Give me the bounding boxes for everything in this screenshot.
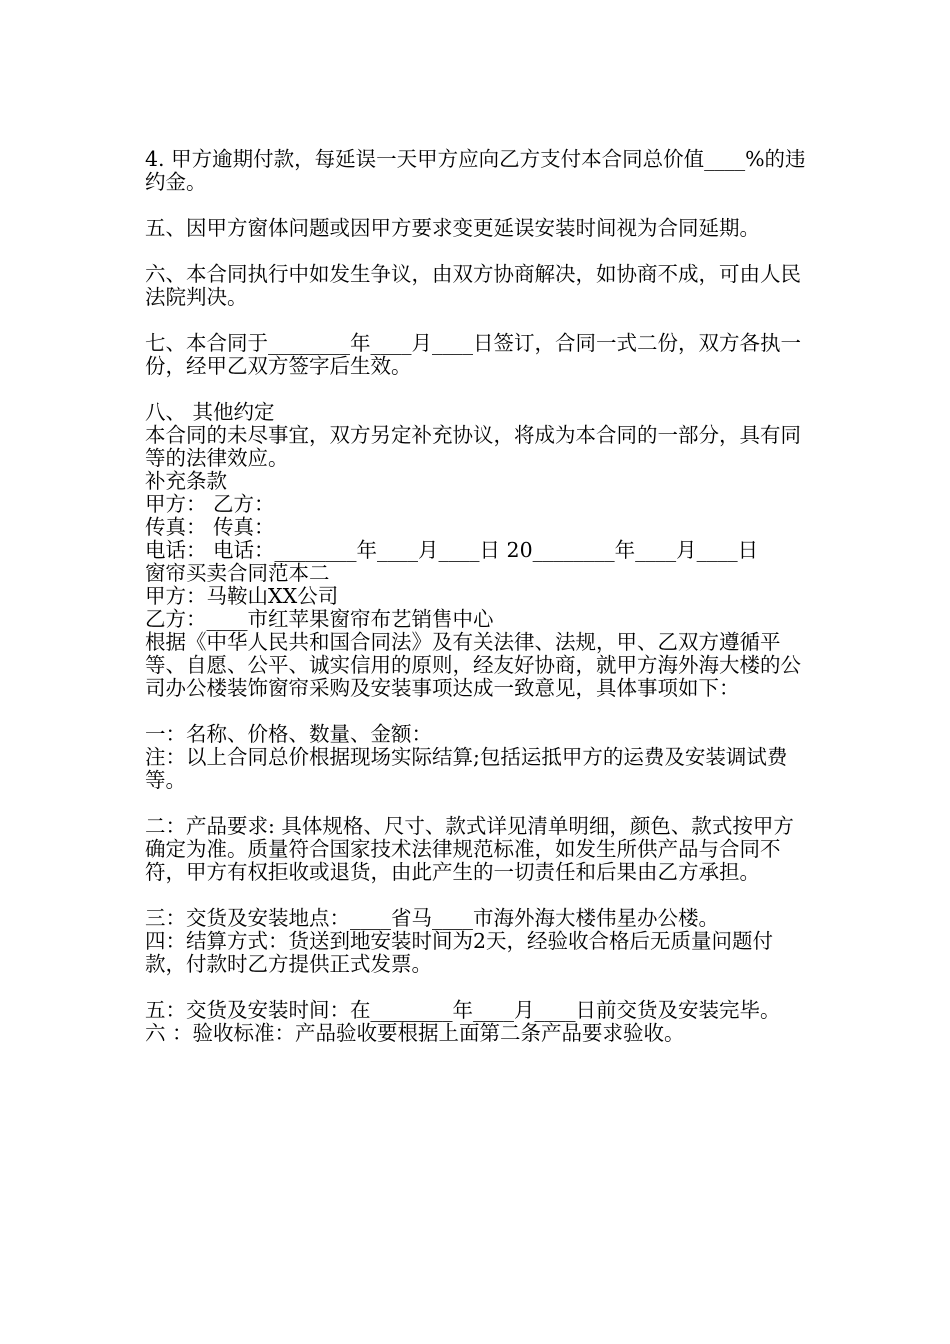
item-3-location: 三：交货及安装地点：____省马____市海外海大楼伟星办公楼。 (145, 906, 719, 930)
phone-date-line: 电话： 电话：________年____月____日 20________年____月____日 (145, 538, 759, 562)
item-6-acceptance: 六 ：验收标准：产品验收要根据上面第二条产品要求验收。 (145, 1021, 685, 1045)
fax-line: 传真： 传真： (145, 515, 275, 539)
template-title: 窗帘买卖合同范本二 (145, 561, 330, 585)
preamble: 根据《中华人民共和国合同法》及有关法律、法规，甲、乙双方遵循平等、自愿、公平、诚实信用的原则，经友好协商，就甲方海外海大楼的公司办公楼装饰窗帘采购及安装事项达成一致意见，具体事项如下： (145, 630, 801, 700)
item-5-delivery-time: 五：交货及安装时间：在________年____月____日前交货及安装完毕。 (145, 998, 781, 1022)
clause-signing: 七、本合同于________年____月____日签订，合同一式二份，双方各执一份，经甲乙双方签字后生效。 (145, 331, 801, 378)
item-1-name-price: 一：名称、价格、数量、金额： (145, 722, 432, 746)
supplementary-heading: 补充条款 (145, 469, 227, 493)
clause-other-body: 本合同的未尽事宜，双方另定补充协议，将成为本合同的一部分，具有同等的法律效应。 (145, 423, 801, 470)
item-2-product-requirements: 二：产品要求: 具体规格、尺寸、款式详见清单明细，颜色、款式按甲方确定为准。质量符合国家技术法律规范标准，如发生所供产品与合同不符，甲方有权拒收或退货，由此产生的一切责任和后果由乙方承担。 (145, 814, 794, 884)
clause-delay-extension: 五、因甲方窗体问题或因甲方要求变更延误安装时间视为合同延期。 (145, 216, 760, 240)
contract-page (145, 148, 810, 1045)
item-1-note: 注：以上合同总价根据现场实际结算;包括运抵甲方的运费及安装调试费等。 (145, 745, 788, 792)
party-line: 甲方： 乙方： (145, 492, 275, 516)
party-a: 甲方：马鞍山XX公司 (145, 584, 339, 608)
item-4-settlement: 四：结算方式：货送到地安装时间为2天，经验收合格后无质量问题付款，付款时乙方提供正式发票。 (145, 929, 774, 976)
clause-late-payment: 4. 甲方逾期付款，每延误一天甲方应向乙方支付本合同总价值____%的违约金。 (145, 147, 806, 194)
party-b: 乙方：____市红苹果窗帘布艺销售中心 (145, 607, 494, 631)
clause-dispute: 六、本合同执行中如发生争议，由双方协商解决，如协商不成，可由人民法院判决。 (145, 262, 801, 309)
clause-other-heading: 八、 其他约定 (145, 400, 275, 424)
